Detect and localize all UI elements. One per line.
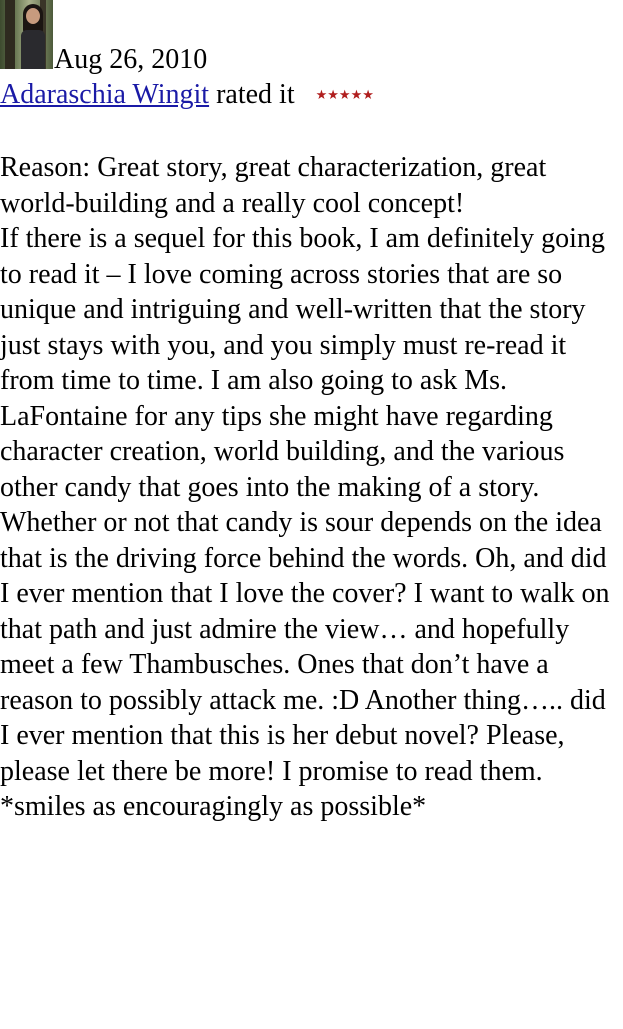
star-rating-icon: ★★★★★	[315, 87, 374, 102]
reviewer-name-link[interactable]: Adaraschia Wingit	[0, 79, 210, 110]
review-date: Aug 26, 2010	[54, 44, 208, 75]
review-body	[0, 150, 615, 825]
review-paragraph: Reason: Great story, great characterization, great world-building and a really cool concept!	[0, 152, 547, 219]
rated-it-text: rated it	[216, 79, 295, 110]
avatar-tree-trunk	[5, 0, 15, 69]
review-paragraph: If there is a sequel for this book, I am definitely going to read it – I love coming across stories that are so unique and intriguing and well-written that the story just stays with you, and you simply must re-read it from time to time. I am also going to ask Ms. LaFontaine for any tips she might have regarding character creation, world building, and the various other candy that goes into the making of a story. Whether or not that candy is sour depends on the idea that is the driving force behind the words. Oh, and did I ever mention that I love the cover? I want to walk on that path and just admire the view… and hopefully meet a few Thambusches. Ones that don’t have a reason to possibly attack me. :D Another thing….. did I ever mention that this is her debut novel? Please, please let there be more! I promise to read them. *smiles as encouragingly as possible*	[0, 223, 610, 822]
review-header	[0, 0, 623, 75]
rating-line	[0, 78, 623, 114]
avatar-face	[26, 8, 40, 24]
avatar-body	[21, 30, 45, 69]
avatar[interactable]	[0, 0, 53, 69]
